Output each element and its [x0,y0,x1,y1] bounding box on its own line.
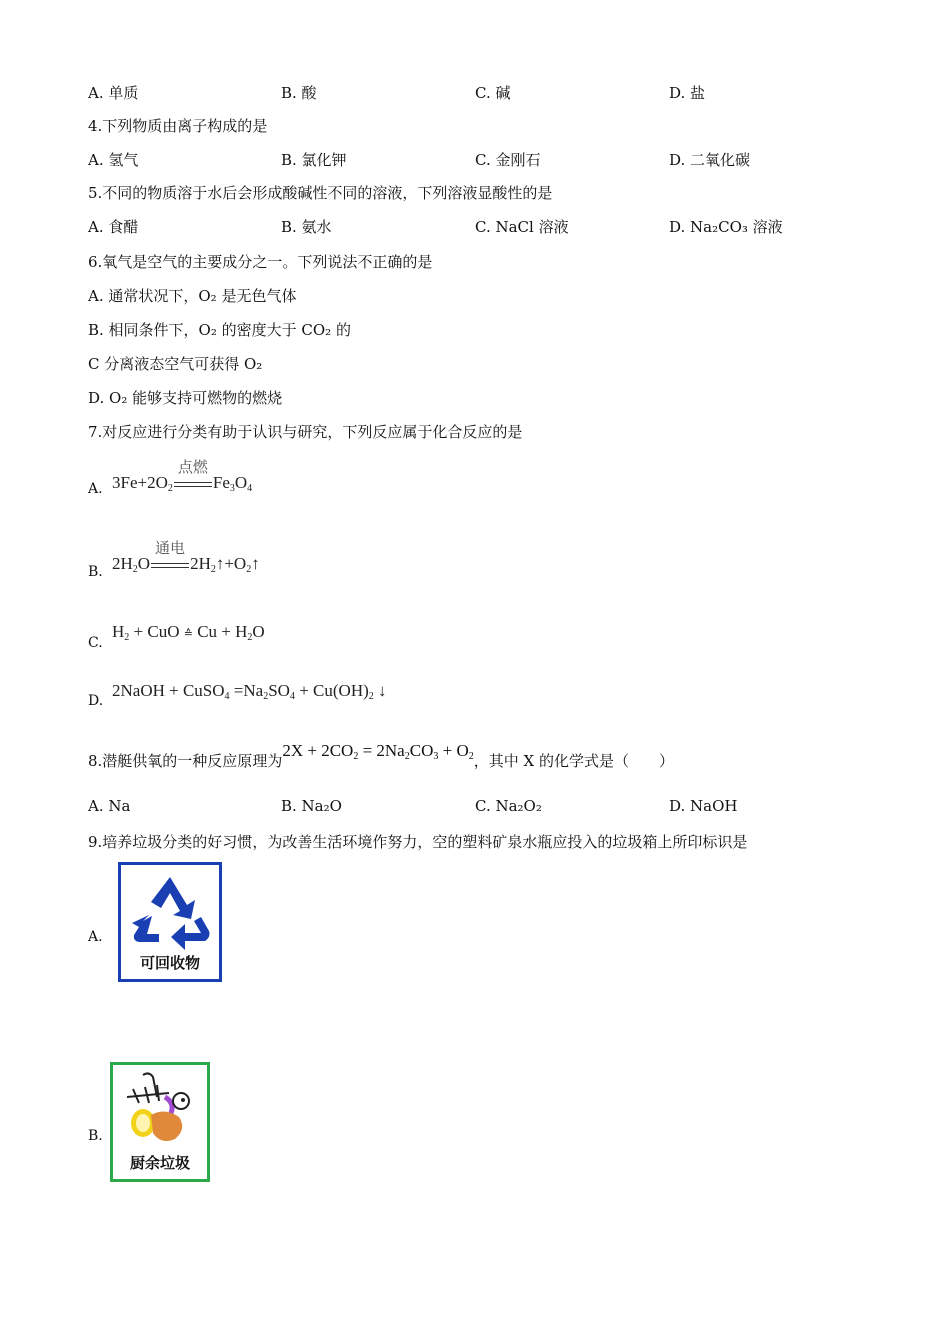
recycle-sign-caption: 可回收物 [139,954,200,972]
q9-label-b: B. [88,1128,103,1144]
food-scraps-icon [113,1067,207,1155]
q8-equation: $2X + 2CO_2 = 2Na_2CO_3 + O_2$ [282,741,474,762]
q7-stem: 7.对反应进行分类有助于认识与研究，下列反应属于化合反应的是 [88,423,523,441]
q6-stem: 6.氧气是空气的主要成分之一。下列说法不正确的是 [88,253,433,271]
q3-option-a: A. 单质 [88,84,139,102]
q8-stem: 8.潜艇供氧的一种反应原理为$2X + 2CO_2 = 2Na_2CO_3 + O_2$，其中 X 的化学式是（ ） [88,741,674,770]
q7-equation-d: 2NaOH + CuSO$_4$ $=Na_2SO_4 + Cu(OH)_2$ ↓ [112,681,387,702]
kitchen-waste-sign [110,1062,210,1182]
q7-equation-b: $2H_2O$ 通电 $2H_2↑+O_2↑$ [112,539,260,575]
q3-option-b: B. 酸 [281,84,317,102]
q8-option-c: C. Na₂O₂ [475,797,542,815]
q6-option-d: D. O₂ 能够支持可燃物的燃烧 [88,389,283,407]
q7-label-b: B. [88,564,103,580]
q5-option-b: B. 氨水 [281,218,332,236]
q6-option-a: A. 通常状况下，O₂ 是无色气体 [88,287,297,305]
q9-stem: 9.培养垃圾分类的好习惯，为改善生活环境作努力，空的塑料矿泉水瓶应投入的垃圾箱上所印标识是 [88,833,748,851]
q7-label-a: A. [88,481,103,497]
recycle-sign [118,862,222,982]
q8-option-d: D. NaOH [669,797,738,815]
q4-stem: 4.下列物质由离子构成的是 [88,117,268,135]
q3-option-c: C. 碱 [475,84,511,102]
q6-option-b: B. 相同条件下，O₂ 的密度大于 CO₂ 的 [88,321,351,339]
q7-label-c: C. [88,635,103,651]
q4-option-b: B. 氯化钾 [281,151,347,169]
q9-label-a: A. [88,929,103,945]
q4-option-d: D. 二氧化碳 [669,151,751,169]
q7-equation-a: $3Fe+2O_2$ 点燃 $Fe_3O_4$ [112,458,253,494]
q5-option-a: A. 食醋 [88,218,139,236]
recycle-icon [121,871,219,961]
q4-option-c: C. 金刚石 [475,151,541,169]
q7-label-d: D. [88,693,104,709]
q8-option-a: A. Na [88,797,131,815]
q4-option-a: A. 氢气 [88,151,139,169]
q5-option-d: D. Na₂CO₃ 溶液 [669,218,783,236]
q7-condition-a: 点燃 [174,473,212,493]
q8-option-b: B. Na₂O [281,797,342,815]
kitchen-waste-sign-caption: 厨余垃圾 [129,1154,190,1172]
q5-option-c: C. NaCl 溶液 [475,218,569,236]
q5-stem: 5.不同的物质溶于水后会形成酸碱性不同的溶液，下列溶液显酸性的是 [88,184,553,202]
q3-option-d: D. 盐 [669,84,706,102]
q6-option-c: C 分离液态空气可获得 O₂ [88,355,263,373]
q7-equation-c: $H_2$ + CuO ≙ $Cu + H_2O$ [112,622,265,643]
q7-condition-b: 通电 [151,554,189,574]
